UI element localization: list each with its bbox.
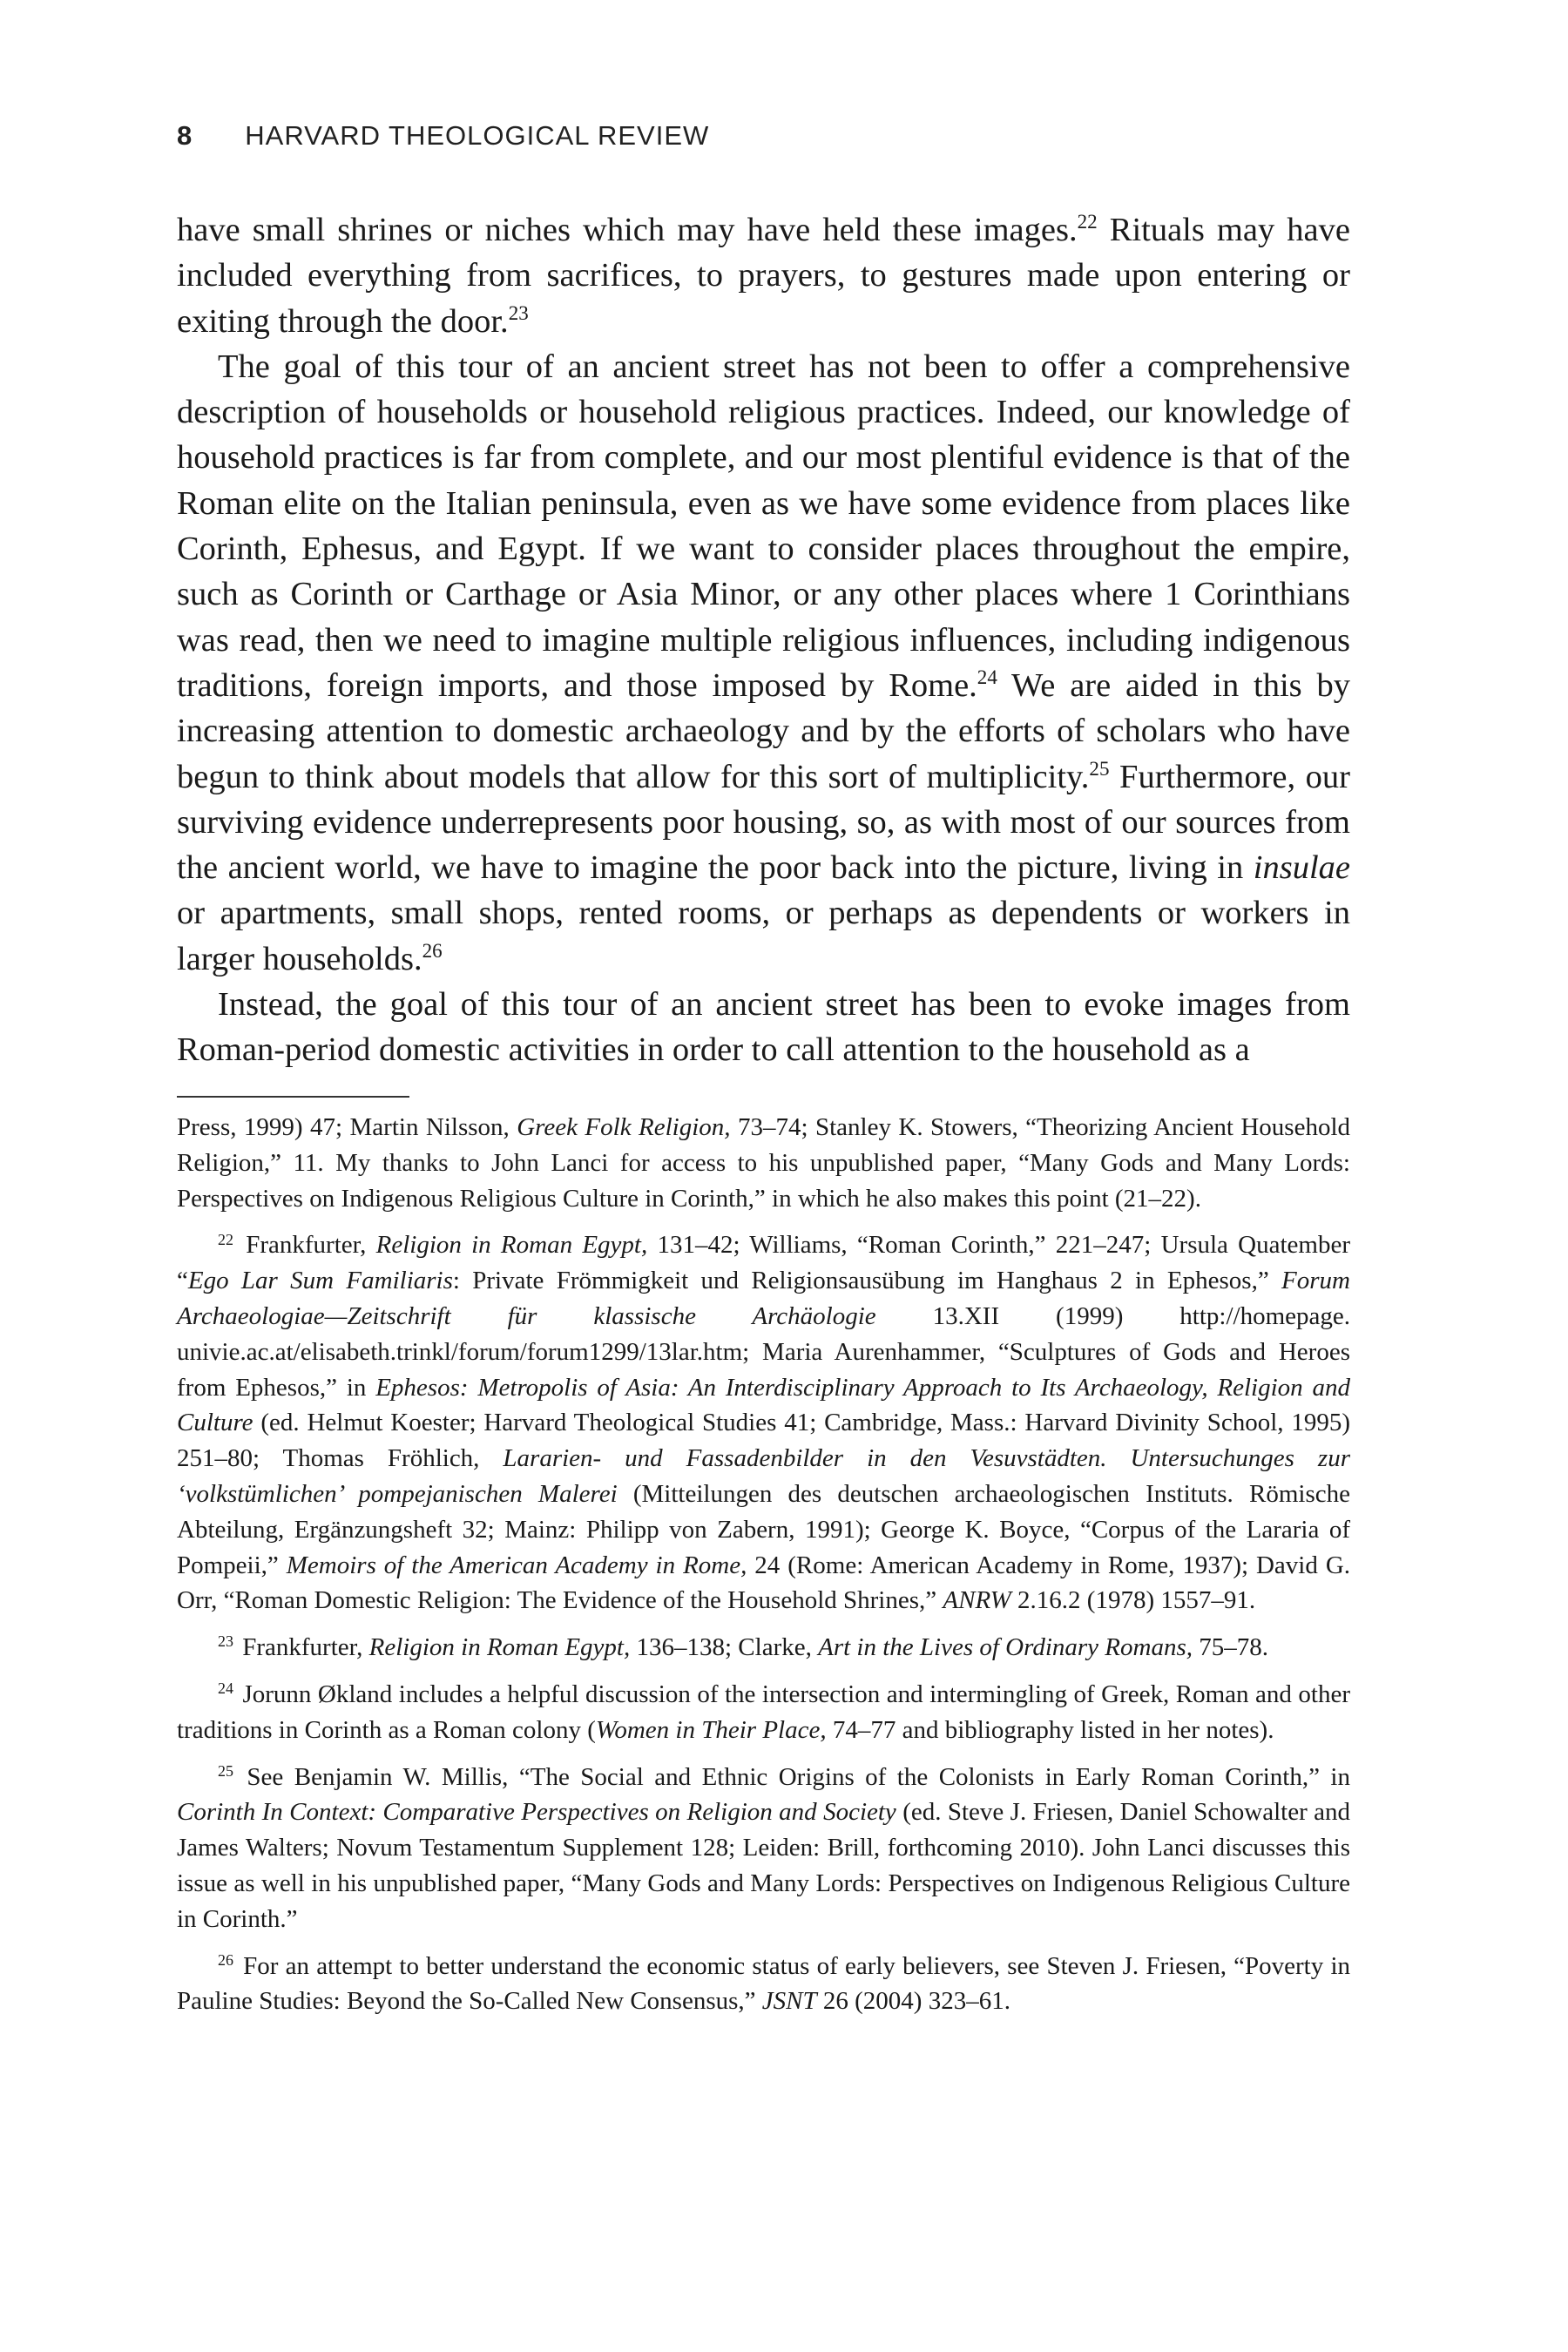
- text-run: (ed. Helmut Koester; Harvard Theological Studies 41; Cambridge, Mass.: Harvard Divinity School, 1995) 251–80; Thomas Fröhlich,: [177, 1409, 1350, 1473]
- footnote-26: [177, 1949, 1350, 2020]
- text-run: For an attempt to better understand the economic status of early believers, see Steven J. Friesen, “Poverty in Pauline Studies: Beyond the So-Called New Consensus,”: [177, 1951, 1350, 2016]
- paragraph-1: [177, 207, 1350, 344]
- footnote-continuation: [177, 1110, 1350, 1216]
- text-run: Press, 1999) 47; Martin Nilsson,: [177, 1113, 517, 1141]
- running-head: [177, 120, 709, 152]
- text-run: We are aided in this by increasing attention to domestic archaeology and by the efforts of scholars who have begun to think about models that allow for this sort of multiplicity.: [177, 666, 1350, 795]
- italic-title: Ephesos: Metropolis of Asia: An Interdisciplinary Approach to Its Archaeology, Religion and Culture: [177, 1373, 1350, 1437]
- footnote-22: [177, 1227, 1350, 1619]
- footnotes: [177, 1110, 1350, 2031]
- text-run: Jorunn Økland includes a helpful discussion of the intersection and intermingling of Greek, Roman and other traditions in Corinth as a Roman colony (: [177, 1680, 1350, 1744]
- text-run: See Benjamin W. Millis, “The Social and Ethnic Origins of the Colonists in Early Roman Corinth,” in: [235, 1762, 1350, 1791]
- italic-title: Women in Their Place,: [595, 1715, 827, 1744]
- italic-term: insulae: [1253, 849, 1350, 887]
- text-run: 2.16.2 (1978) 1557–91.: [1010, 1586, 1256, 1615]
- footnote-number: 25: [218, 1761, 233, 1780]
- italic-title: Greek Folk Religion,: [517, 1113, 731, 1141]
- italic-title: Religion in Roman Egypt,: [375, 1231, 648, 1260]
- text-run: Instead, the goal of this tour of an ancient street has been to evoke images from Roman-period domestic activities in order to call attention to the household as a: [177, 986, 1350, 1069]
- text-run: 24 (Rome: American Academy in Rome, 1937); David G. Orr, “Roman Domestic Religion: The Evidence of the Household Shrines,”: [177, 1551, 1351, 1615]
- text-run: : Private Frömmigkeit und Religionsausübung im Hanghaus 2 in Ephesos,”: [452, 1267, 1282, 1295]
- italic-title: Lararien- und Fassadenbilder in den Vesuvstädten. Untersuchunges zur ‘volkstümlichen’ pompejanischen Malerei: [177, 1444, 1350, 1508]
- footnote-divider: [177, 1096, 409, 1098]
- italic-title: Art in the Lives of Ordinary Romans,: [818, 1633, 1193, 1662]
- text-run: (ed. Steve J. Friesen, Daniel Schowalter and James Walters; Novum Testamentum Supplement 128; Leiden: Brill, forthcoming 2010). John Lanci discusses this issue as well in his unpublished paper, “Many Gods and Many Lords: Perspectives on Indigenous Religious Culture in Corinth.”: [177, 1798, 1351, 1933]
- italic-title: Forum Archaeologiae—Zeitschrift für klassische Archäologie: [177, 1267, 1350, 1330]
- text-run: 75–78.: [1192, 1633, 1268, 1662]
- italic-title: Religion in Roman Egypt,: [368, 1633, 631, 1662]
- footnote-ref-23[interactable]: 23: [508, 301, 529, 324]
- text-run: Frankfurter,: [235, 1231, 376, 1260]
- text-run: 74–77 and bibliography listed in her notes).: [826, 1715, 1274, 1744]
- text-run: Rituals may have included everything from sacrifices, to prayers, to gestures made upon entering or exiting through the door.: [177, 212, 1350, 340]
- footnote-ref-22[interactable]: 22: [1077, 210, 1098, 233]
- footnote-23: [177, 1630, 1350, 1666]
- footnote-ref-25[interactable]: 25: [1089, 756, 1110, 780]
- footnote-number: 26: [218, 1950, 233, 1969]
- text-run: have small shrines or niches which may have held these images.: [177, 212, 1078, 248]
- text-run: 26 (2004) 323–61.: [816, 1987, 1010, 2016]
- footnote-number: 24: [218, 1680, 233, 1698]
- footnote-ref-24[interactable]: 24: [977, 666, 997, 689]
- text-run: 73–74; Stanley K. Stowers, “Theorizing Ancient Household Religion,” 11. My thanks to John Lanci for access to his unpublished paper, “Many Gods and Many Lords: Perspectives on Indigenous Religious Culture in Corinth,” in which he also makes this point (21–22).: [177, 1113, 1351, 1213]
- italic-title: JSNT: [761, 1987, 817, 2016]
- footnote-24: [177, 1677, 1350, 1748]
- italic-title: Memoirs of the American Academy in Rome,: [286, 1551, 747, 1579]
- page-number: 8: [177, 120, 193, 151]
- text-run: or apartments, small shops, rented rooms, or perhaps as dependents or workers in larger households.: [177, 895, 1350, 977]
- text-run: Furthermore, our surviving evidence underrepresents poor housing, so, as with most of our sources from the ancient world, we have to imagine the poor back into the picture, living in: [177, 758, 1350, 887]
- italic-title: ANRW: [943, 1586, 1011, 1615]
- text-run: 136–138; Clarke,: [630, 1633, 819, 1662]
- footnote-number: 22: [218, 1230, 233, 1248]
- main-text: [177, 207, 1350, 1073]
- italic-title: Corinth In Context: Comparative Perspectives on Religion and Society: [177, 1798, 896, 1827]
- text-run: 131–42; Williams, “Roman Corinth,” 221–247; Ursula Quatember “: [177, 1231, 1350, 1295]
- journal-title: HARVARD THEOLOGICAL REVIEW: [245, 120, 710, 151]
- text-run: (Mitteilungen des deutschen archaeologischen Instituts. Römische Abteilung, Ergänzungsheft 32; Mainz: Philipp von Zabern, 1991); George K. Boyce, “Corpus of the Lararia of Pompeii,”: [177, 1479, 1350, 1579]
- paragraph-2: [177, 344, 1350, 982]
- text-run: 13.XII (1999) http://homepage. univie.ac.at/elisabeth.trinkl/forum/forum1299/13lar.htm; Maria Aurenhammer, “Sculptures of Gods and Heroes from Ephesos,” in: [177, 1301, 1351, 1402]
- text-run: Frankfurter,: [235, 1633, 369, 1662]
- italic-title: Ego Lar Sum Familiaris: [187, 1267, 453, 1295]
- footnote-number: 23: [218, 1632, 233, 1651]
- paragraph-3: [177, 982, 1350, 1073]
- footnote-ref-26[interactable]: 26: [422, 938, 443, 962]
- text-run: The goal of this tour of an ancient street has not been to offer a comprehensive description of households or household religious practices. Indeed, our knowledge of household practices is far from complete, and our most plentiful evidence is that of the Roman elite on the Italian peninsula, even as we have some evidence from places like Corinth, Ephesus, and Egypt. If we want to consider places throughout the empire, such as Corinth or Carthage or Asia Minor, or any other places where 1 Corinthians was read, then we need to imagine multiple religious influences, including indigenous traditions, foreign imports, and those imposed by Rome.: [177, 348, 1350, 704]
- footnote-25: [177, 1760, 1350, 1937]
